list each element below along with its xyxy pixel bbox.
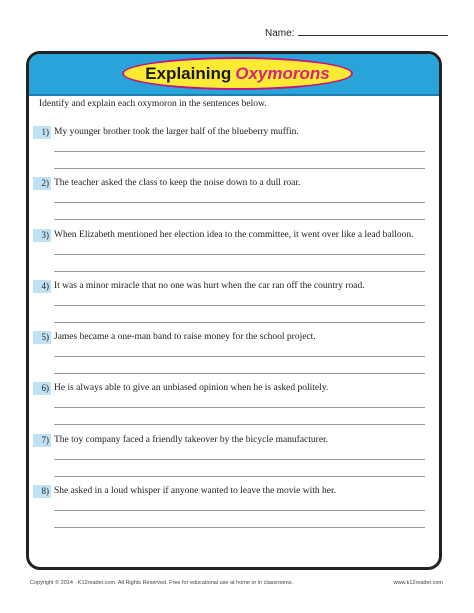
title-oval bbox=[122, 57, 353, 90]
worksheet-frame bbox=[26, 51, 442, 570]
question-number: 8) bbox=[33, 485, 51, 498]
answer-line[interactable] bbox=[54, 356, 425, 357]
answer-line[interactable] bbox=[54, 168, 425, 169]
question-number: 5) bbox=[33, 331, 51, 344]
footer-copyright: Copyright © 2014 · K12reader.com. All Rights Reserved. Free for educational use at home or in classrooms. bbox=[30, 580, 293, 586]
question-text: My younger brother took the larger half of the blueberry muffin. bbox=[54, 127, 299, 137]
question-text: She asked in a loud whisper if anyone wanted to leave the movie with her. bbox=[54, 486, 337, 496]
question-text: James became a one-man band to raise money for the school project. bbox=[54, 332, 316, 342]
name-label: Name: bbox=[265, 28, 295, 39]
answer-line[interactable] bbox=[54, 459, 425, 460]
answer-line[interactable] bbox=[54, 254, 425, 255]
question-number: 6) bbox=[33, 382, 51, 395]
answer-line[interactable] bbox=[54, 305, 425, 306]
question-item bbox=[29, 485, 439, 536]
question-number: 7) bbox=[33, 434, 51, 447]
footer-site-link[interactable]: www.k12reader.com bbox=[393, 580, 443, 586]
answer-line[interactable] bbox=[54, 202, 425, 203]
question-text: He is always able to give an unbiased opinion when he is asked politely. bbox=[54, 383, 329, 393]
answer-line[interactable] bbox=[54, 424, 425, 425]
name-line bbox=[298, 26, 448, 36]
answer-line[interactable] bbox=[54, 271, 425, 272]
name-field bbox=[265, 26, 448, 39]
answer-line[interactable] bbox=[54, 373, 425, 374]
title-part1: Explaining bbox=[145, 63, 232, 83]
answer-line[interactable] bbox=[54, 476, 425, 477]
question-item bbox=[29, 331, 439, 382]
question-item bbox=[29, 280, 439, 331]
question-item bbox=[29, 126, 439, 177]
answer-line[interactable] bbox=[54, 219, 425, 220]
question-text: The teacher asked the class to keep the noise down to a dull roar. bbox=[54, 178, 301, 188]
answer-line[interactable] bbox=[54, 510, 425, 511]
question-number: 1) bbox=[33, 126, 51, 139]
question-item bbox=[29, 382, 439, 433]
question-item bbox=[29, 434, 439, 485]
title-banner bbox=[29, 54, 439, 96]
question-text: It was a minor miracle that no one was hurt when the car ran off the country road. bbox=[54, 281, 365, 291]
answer-line[interactable] bbox=[54, 407, 425, 408]
question-item bbox=[29, 177, 439, 228]
answer-line[interactable] bbox=[54, 527, 425, 528]
title-part2: Oxymorons bbox=[235, 63, 330, 83]
question-text: The toy company faced a friendly takeover by the bicycle manufacturer. bbox=[54, 435, 329, 445]
instructions: Identify and explain each oxymoron in the sentences below. bbox=[39, 99, 267, 109]
question-number: 2) bbox=[33, 177, 51, 190]
question-number: 4) bbox=[33, 280, 51, 293]
answer-line[interactable] bbox=[54, 151, 425, 152]
answer-line[interactable] bbox=[54, 322, 425, 323]
question-item bbox=[29, 229, 439, 280]
question-number: 3) bbox=[33, 229, 51, 242]
question-text: When Elizabeth mentioned her election idea to the committee, it went over like a lead balloon. bbox=[54, 230, 414, 240]
